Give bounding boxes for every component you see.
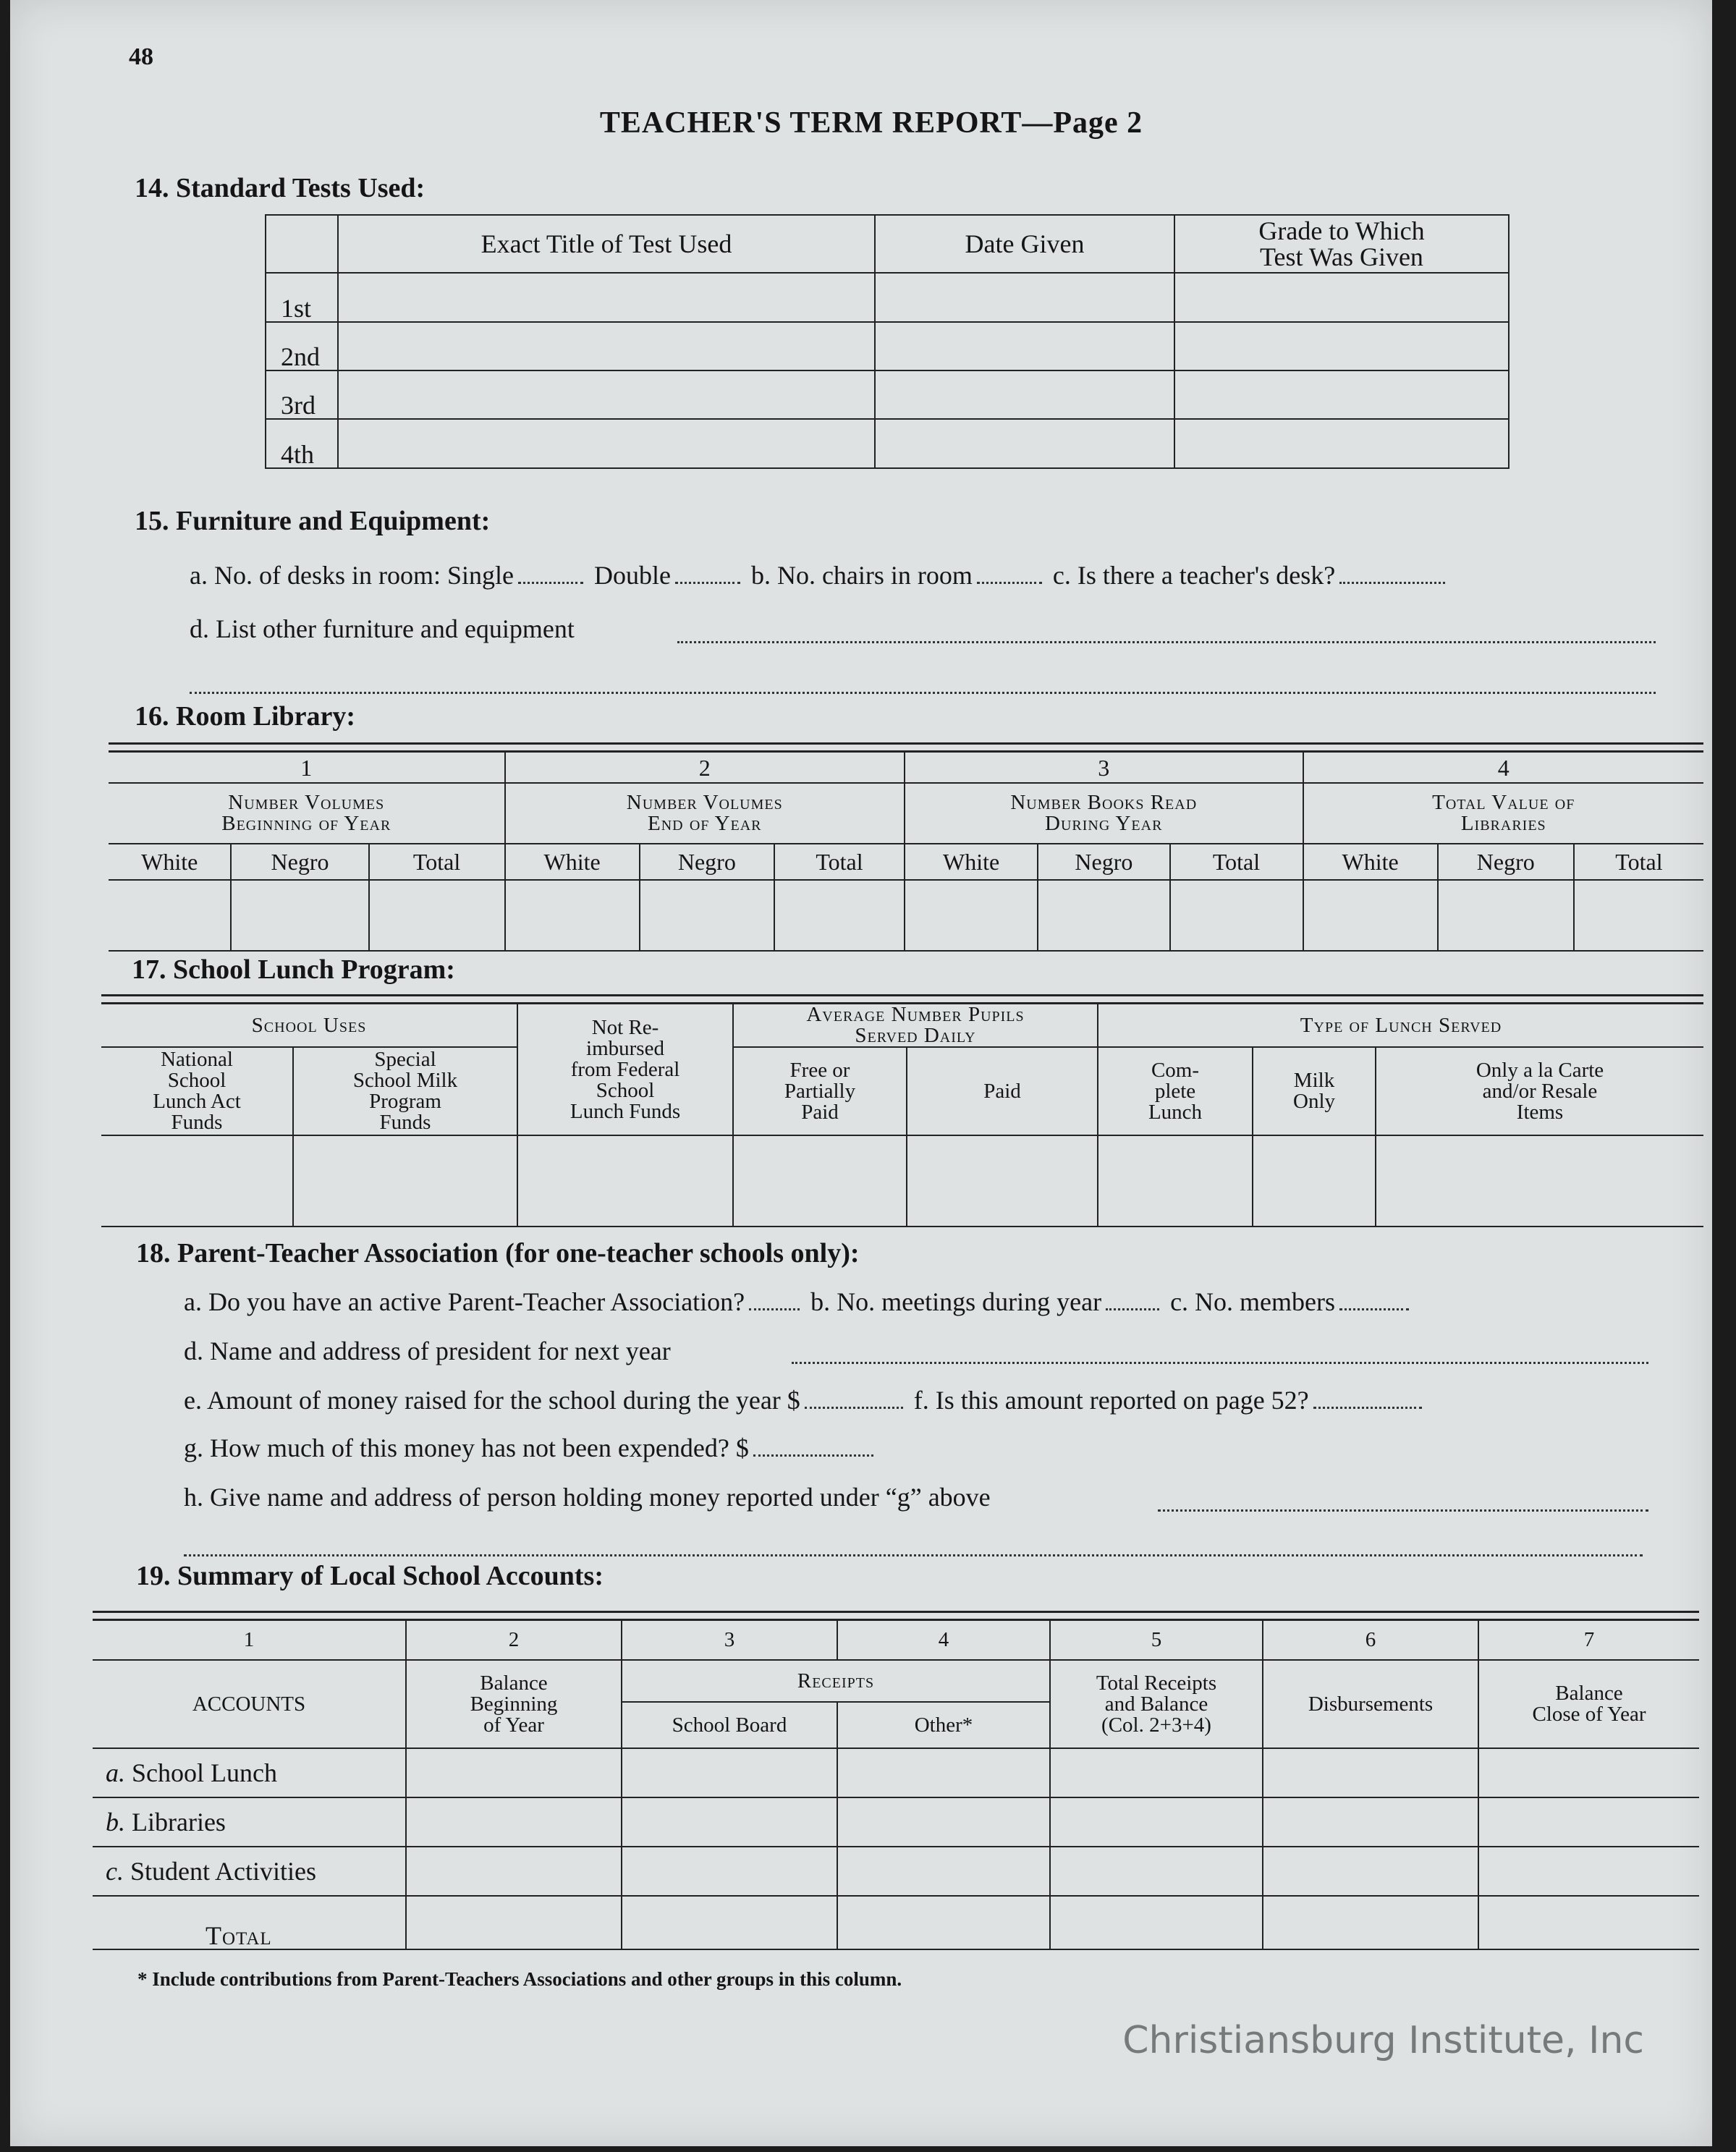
- negro-header: Negro: [1438, 844, 1574, 880]
- header-line: Funds: [171, 1111, 223, 1134]
- column-number: 4: [837, 1621, 1050, 1660]
- account-row-label: [93, 1847, 406, 1896]
- account-cell[interactable]: [837, 1896, 1050, 1949]
- chairs-blank[interactable]: [977, 581, 1042, 584]
- account-cell[interactable]: [406, 1797, 622, 1847]
- reported-label: f. Is this amount reported on page 52?: [913, 1386, 1309, 1415]
- header-line: (Col. 2+3+4): [1101, 1713, 1211, 1737]
- grade-header-line2: Test Was Given: [1260, 242, 1423, 271]
- header-line: Only: [1293, 1090, 1335, 1113]
- other-furniture-label: d. List other furniture and equipment: [190, 614, 575, 643]
- account-cell[interactable]: [1263, 1748, 1478, 1797]
- account-cell[interactable]: [837, 1748, 1050, 1797]
- double-rule: [93, 1611, 1699, 1621]
- group-number: 3: [905, 753, 1303, 783]
- standard-tests-table: [265, 214, 1510, 469]
- page-title: TEACHER'S TERM REPORT—Page 2: [599, 106, 1143, 140]
- account-cell[interactable]: [622, 1797, 837, 1847]
- account-cell[interactable]: [1050, 1748, 1263, 1797]
- paid-header: Paid: [907, 1047, 1098, 1135]
- account-cell[interactable]: [406, 1896, 622, 1949]
- header-line: Paid: [801, 1100, 839, 1124]
- pta-meetings-label: b. No. meetings during year: [810, 1287, 1102, 1316]
- president-label: d. Name and address of president for next year: [184, 1336, 671, 1365]
- header-line: During Year: [1045, 812, 1163, 835]
- pta-line-g: [184, 1433, 878, 1463]
- header-line: Libraries: [1460, 812, 1546, 835]
- account-cell[interactable]: [1478, 1748, 1699, 1797]
- header-line: Free or: [789, 1058, 850, 1082]
- other-furniture-blank[interactable]: [677, 641, 1656, 643]
- national-lunch-header: [101, 1047, 293, 1135]
- library-cell[interactable]: [1038, 880, 1169, 951]
- account-cell[interactable]: [837, 1797, 1050, 1847]
- header-line: Beginning of Year: [221, 812, 391, 835]
- header-line: Balance: [480, 1671, 548, 1695]
- header-line: School: [167, 1069, 226, 1092]
- double-rule: [109, 742, 1703, 753]
- header-line: Served Daily: [855, 1024, 976, 1047]
- account-row-label: [93, 1797, 406, 1847]
- library-cell[interactable]: [369, 880, 505, 951]
- header-line: Beginning: [470, 1692, 558, 1716]
- chairs-label: b. No. chairs in room: [750, 561, 973, 590]
- money-holder-blank-2[interactable]: [184, 1554, 1643, 1556]
- row-label: Libraries: [132, 1808, 226, 1837]
- date-cell[interactable]: [875, 419, 1174, 468]
- column-number: 1: [93, 1621, 406, 1660]
- header-line: Number Volumes: [228, 791, 385, 814]
- account-cell[interactable]: [1263, 1896, 1478, 1949]
- account-cell[interactable]: [406, 1847, 622, 1896]
- white-header: White: [1303, 844, 1438, 880]
- date-cell[interactable]: [875, 370, 1174, 419]
- not-reimbursed-header: [517, 1004, 733, 1135]
- header-line: Total Value of: [1432, 791, 1575, 814]
- library-cell[interactable]: [1438, 880, 1574, 951]
- pta-members-blank[interactable]: [1339, 1308, 1409, 1310]
- account-cell[interactable]: [837, 1847, 1050, 1896]
- receipts-header: Receipts: [622, 1660, 1050, 1702]
- header-line: Milk: [1293, 1069, 1335, 1092]
- document-page: [10, 0, 1712, 2146]
- account-cell[interactable]: [622, 1896, 837, 1949]
- header-line: Lunch Act: [153, 1090, 241, 1113]
- account-cell[interactable]: [1478, 1896, 1699, 1949]
- school-board-header: School Board: [622, 1702, 837, 1748]
- header-line: Not Re-: [591, 1015, 659, 1039]
- section-14-heading: 14. Standard Tests Used:: [135, 173, 425, 203]
- library-cell[interactable]: [505, 880, 640, 951]
- account-cell[interactable]: [1050, 1847, 1263, 1896]
- section-19-heading: 19. Summary of Local School Accounts:: [136, 1561, 604, 1591]
- account-cell[interactable]: [1050, 1896, 1263, 1949]
- free-partially-header: [733, 1047, 907, 1135]
- accounts-header: ACCOUNTS: [93, 1660, 406, 1748]
- test-title-header: Exact Title of Test Used: [338, 215, 875, 273]
- negro-header: Negro: [1038, 844, 1169, 880]
- header-line: Special: [374, 1048, 436, 1071]
- column-number: 5: [1050, 1621, 1263, 1660]
- grade-header-line1: Grade to Which: [1258, 216, 1425, 245]
- header-line: Only a la Carte: [1475, 1058, 1604, 1082]
- teacher-desk-blank[interactable]: [1339, 581, 1445, 584]
- header-line: Com-: [1151, 1058, 1200, 1082]
- test-title-cell[interactable]: [338, 322, 875, 370]
- money-raised-blank[interactable]: [805, 1406, 903, 1409]
- volumes-beginning-header: [109, 783, 505, 844]
- test-title-cell[interactable]: [338, 419, 875, 468]
- pta-active-blank[interactable]: [749, 1308, 800, 1310]
- single-blank[interactable]: [518, 581, 583, 584]
- other-header: Other*: [837, 1702, 1050, 1748]
- disbursements-header: Disbursements: [1263, 1660, 1478, 1748]
- header-line: plete: [1154, 1079, 1196, 1103]
- date-cell[interactable]: [875, 273, 1174, 322]
- negro-header: Negro: [231, 844, 368, 880]
- lunch-cell[interactable]: [293, 1135, 517, 1227]
- library-cell[interactable]: [231, 880, 368, 951]
- money-raised-label: e. Amount of money raised for the school during the year $: [184, 1386, 800, 1415]
- blank-header-cell: [266, 215, 338, 273]
- president-blank[interactable]: [792, 1362, 1648, 1364]
- library-cell[interactable]: [1303, 880, 1438, 951]
- column-number: 2: [406, 1621, 622, 1660]
- white-header: White: [505, 844, 640, 880]
- section-17-heading: 17. School Lunch Program:: [132, 954, 455, 985]
- milk-only-header: [1253, 1047, 1376, 1135]
- grade-cell[interactable]: [1174, 322, 1509, 370]
- lunch-cell[interactable]: [1376, 1135, 1703, 1227]
- row-label-1st: 1st: [266, 273, 338, 322]
- desks-single-label: a. No. of desks in room: Single: [190, 561, 514, 590]
- negro-header: Negro: [640, 844, 774, 880]
- lunch-cell[interactable]: [101, 1135, 293, 1227]
- library-cell[interactable]: [774, 880, 905, 951]
- grade-cell[interactable]: [1174, 273, 1509, 322]
- teacher-desk-label: c. Is there a teacher's desk?: [1052, 561, 1336, 590]
- other-furniture-blank-2[interactable]: [190, 692, 1656, 694]
- school-uses-header: School Uses: [101, 1004, 517, 1047]
- lunch-cell[interactable]: [517, 1135, 733, 1227]
- volumes-end-header: [505, 783, 905, 844]
- header-line: School Milk: [352, 1069, 458, 1092]
- row-letter: b.: [106, 1808, 125, 1837]
- group-number: 2: [505, 753, 905, 783]
- grade-cell[interactable]: [1174, 370, 1509, 419]
- section-18-heading: 18. Parent-Teacher Association (for one-teacher schools only):: [136, 1238, 860, 1268]
- double-blank[interactable]: [675, 581, 740, 584]
- header-line: Lunch: [1148, 1100, 1203, 1124]
- desks-line: [190, 560, 1449, 590]
- room-library-table: [109, 753, 1703, 952]
- account-cell[interactable]: [1478, 1847, 1699, 1896]
- section-16-heading: 16. Room Library:: [135, 701, 356, 732]
- desks-double-label: Double: [593, 561, 671, 590]
- money-holder-blank[interactable]: [1158, 1509, 1648, 1512]
- account-cell[interactable]: [622, 1847, 837, 1896]
- not-expended-label: g. How much of this money has not been expended? $: [184, 1433, 749, 1462]
- school-accounts-table: [93, 1621, 1699, 1950]
- header-line: Funds: [379, 1111, 431, 1134]
- header-line: School: [596, 1078, 655, 1102]
- pta-meetings-blank[interactable]: [1106, 1308, 1159, 1310]
- library-cell[interactable]: [905, 880, 1038, 951]
- total-receipts-header: [1050, 1660, 1263, 1748]
- row-label-2nd: 2nd: [266, 322, 338, 370]
- pta-active-label: a. Do you have an active Parent-Teacher Association?: [184, 1287, 745, 1316]
- books-read-header: [905, 783, 1303, 844]
- header-line: from Federal: [570, 1057, 680, 1081]
- header-line: imbursed: [586, 1036, 664, 1060]
- lunch-cell[interactable]: [907, 1135, 1098, 1227]
- header-line: National: [161, 1048, 233, 1071]
- money-holder-label: h. Give name and address of person holding money reported under “g” above: [184, 1483, 991, 1512]
- balance-beginning-header: [406, 1660, 622, 1748]
- balance-close-header: [1478, 1660, 1699, 1748]
- row-label: Student Activities: [130, 1857, 316, 1886]
- lunch-cell[interactable]: [1253, 1135, 1376, 1227]
- account-cell[interactable]: [1050, 1797, 1263, 1847]
- date-given-header: Date Given: [875, 215, 1174, 273]
- row-label-3rd: 3rd: [266, 370, 338, 419]
- white-header: White: [905, 844, 1038, 880]
- grade-cell[interactable]: [1174, 419, 1509, 468]
- library-cell[interactable]: [109, 880, 231, 951]
- header-line: Number Volumes: [626, 791, 783, 814]
- column-number: 7: [1478, 1621, 1699, 1660]
- row-label-4th: 4th: [266, 419, 338, 468]
- account-cell[interactable]: [1263, 1847, 1478, 1896]
- group-number: 4: [1303, 753, 1704, 783]
- lunch-cell[interactable]: [1098, 1135, 1253, 1227]
- row-label: School Lunch: [132, 1758, 277, 1787]
- reported-blank[interactable]: [1313, 1406, 1422, 1409]
- library-cell[interactable]: [640, 880, 774, 951]
- school-lunch-table: [101, 1004, 1703, 1227]
- white-header: White: [109, 844, 231, 880]
- complete-lunch-header: [1098, 1047, 1253, 1135]
- grade-header: [1174, 215, 1509, 273]
- header-line: Average Number Pupils: [806, 1003, 1025, 1026]
- average-pupils-header: [733, 1004, 1098, 1047]
- account-cell[interactable]: [406, 1748, 622, 1797]
- total-row-label: Total: [93, 1896, 406, 1949]
- date-cell[interactable]: [875, 322, 1174, 370]
- column-number: 6: [1263, 1621, 1478, 1660]
- test-title-cell[interactable]: [338, 370, 875, 419]
- account-cell[interactable]: [622, 1748, 837, 1797]
- section-15-heading: 15. Furniture and Equipment:: [135, 506, 491, 536]
- total-header: Total: [369, 844, 505, 880]
- row-letter: c.: [106, 1857, 124, 1886]
- pta-line-e: [184, 1385, 1426, 1415]
- header-line: Program: [369, 1090, 441, 1113]
- a-la-carte-header: [1376, 1047, 1703, 1135]
- header-line: Close of Year: [1532, 1703, 1646, 1726]
- header-line: Partially: [784, 1079, 856, 1103]
- total-header: Total: [774, 844, 905, 880]
- library-cell[interactable]: [1170, 880, 1303, 951]
- footnote: * Include contributions from Parent-Teachers Associations and other groups in this column.: [137, 1968, 902, 1990]
- group-number: 1: [109, 753, 505, 783]
- account-row-label: [93, 1748, 406, 1797]
- header-line: of Year: [483, 1713, 544, 1737]
- library-cell[interactable]: [1574, 880, 1703, 951]
- header-line: and Balance: [1104, 1692, 1208, 1716]
- header-line: End of Year: [647, 812, 762, 835]
- watermark: Christiansburg Institute, Inc: [1122, 2019, 1644, 2062]
- not-expended-blank[interactable]: [753, 1454, 873, 1457]
- header-line: and/or Resale: [1482, 1079, 1598, 1103]
- header-line: Lunch Funds: [570, 1099, 681, 1123]
- page-number: 48: [129, 43, 153, 70]
- special-milk-header: [293, 1047, 517, 1135]
- pta-line-a: [184, 1287, 1413, 1317]
- header-line: Number Books Read: [1010, 791, 1198, 814]
- column-number: 3: [622, 1621, 837, 1660]
- account-cell[interactable]: [1478, 1797, 1699, 1847]
- test-title-cell[interactable]: [338, 273, 875, 322]
- total-value-header: [1303, 783, 1704, 844]
- total-header: Total: [1170, 844, 1303, 880]
- lunch-type-header: Type of Lunch Served: [1098, 1004, 1703, 1047]
- header-line: Items: [1516, 1100, 1564, 1124]
- total-header: Total: [1574, 844, 1703, 880]
- pta-members-label: c. No. members: [1170, 1287, 1336, 1316]
- header-line: Balance: [1555, 1682, 1623, 1705]
- header-line: Total Receipts: [1096, 1671, 1217, 1695]
- account-cell[interactable]: [1263, 1797, 1478, 1847]
- lunch-cell[interactable]: [733, 1135, 907, 1227]
- row-letter: a.: [106, 1758, 125, 1787]
